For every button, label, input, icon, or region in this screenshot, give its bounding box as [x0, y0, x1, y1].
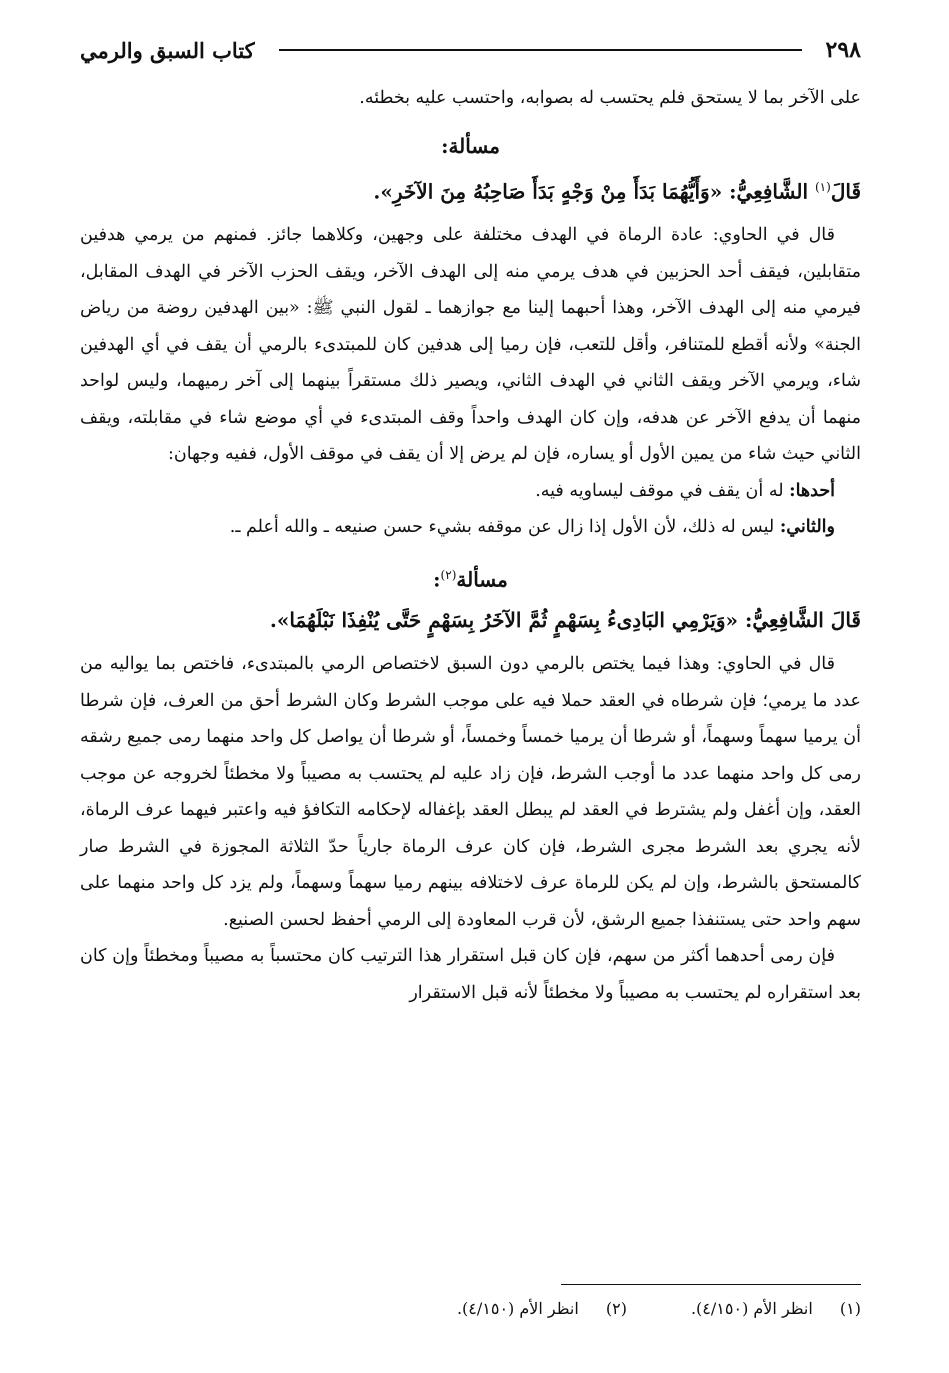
footnotes [80, 1295, 861, 1323]
footnote-2-number: (٢) [605, 1299, 627, 1318]
footnote-2-text: انظر الأم (٤/١٥٠). [456, 1299, 579, 1318]
section-1-paragraph: قال في الحاوي: عادة الرماة في الهدف مختلفة على وجهين، وكلاهما جائز. فمنهم من يرمي هدفين متقابلين، فيقف أحد الحزبين في هدف يرمي منه إلى الهدف الآخر، ويقف الحزب الآخر في الهدف المقابل، فيرمي منه إلى الهدف الآخر، وهذا أحبهما إلينا مع جوازهما ـ لقول النبي ﷺ: «بين الهدفين روضة من رياض الجنة» ولأنه أقطع للمتنافر، وأقل للتعب، فإن رميا إلى هدفين كان للمبتدىء بالرمي أن يقف في أي الهدفين شاء، ويرمي الآخر ويقف الثاني في الهدف الثاني، ويصير ذلك مستقراً بينهما إلى آخر رميهما، وليس لواحد منهما أن يدفع الآخر عن هدفه، وإن كان الهدف واحداً وقف المبتدىء في أي موضع شاء في مقابلته، ويقف الثاني حيث شاء من يمين الأول أو يساره، فإن لم يرض إلا أن يقف في موقف الأول، ففيه وجهان: [80, 225, 861, 465]
section-heading-2-text: مسألة [456, 567, 508, 592]
footnote-1-text: انظر الأم (٤/١٥٠). [690, 1299, 813, 1318]
option-second-lead: والثاني: [779, 517, 835, 538]
footnote-rule [561, 1284, 861, 1285]
page-header [80, 28, 861, 72]
footnote-2 [457, 1295, 627, 1323]
section-2-paragraph-1: قال في الحاوي: وهذا فيما يختص بالرمي دون السبق لاختصاص الرمي بالمبتدىء، فاختص بما يواليه من عدد ما يرمي؛ فإن شرطاه في العقد حملا فيه على موجب الشرط وكان الشرط أحق من العرف، فإن شرطا أن يرميا سهماً وسهماً، أو شرطا أن يرميا خمساً وخمساً، أو شرطا أن يواصل كل واحد منهما رمى جميع رشقه رمى كل واحد منهما عدد ما أوجب الشرط، فإن زاد عليه لم يحتسب به مصيباً ولا مخطئاً لخروجه عن موجب العقد، وإن أغفل ولم يشترط في العقد لم يبطل العقد بإغفاله لإحكامه التكافؤ فيه واعتبر فيهما عرف الرماة، لأنه يجري بعد الشرط مجرى الشرط، فإن كان عرف الرماة جارياً حدّ الثلاثة المجوزة في الشرط صار كالمستحق بالشرط، وإن لم يكن للرماة عرف لاختلافه بينهم رميا سهماً وسهماً، ولم يزد كل واحد منهما على سهم واحد حتى يستنفذا جميع الرشق، لأن قرب المعاودة إلى الرمي أحفظ لحسن الصنيع. [80, 654, 861, 930]
section-heading-2-suffix: : [433, 567, 441, 592]
shafii-quote-1 [80, 167, 861, 212]
footnote-area [80, 1284, 861, 1323]
quote-text-2: قَالَ الشَّافِعِيُّ: «وَيَرْمِي البَادِىءُ بِسَهْمٍ ثُمَّ الآخَرُ بِسَهْمٍ حَتَّى يُنْفِذَا نَبْلَهُمَا». [269, 608, 861, 633]
continuation-text: على الآخر بما لا يستحق فلم يحتسب له بصوابه، واحتسب عليه بخطئه. [359, 88, 861, 108]
page-number: ٢٩٨ [825, 37, 861, 63]
quote-text-1: الشَّافِعِيُّ: «وَأَيُّهُمَا بَدَأَ مِنْ وَجْهٍ بَدَأَ صَاحِبُهُ مِنَ الآخَرِ». [373, 179, 809, 204]
footnote-1-number: (١) [839, 1299, 861, 1318]
quote-prefix-1: قَالَ [830, 179, 861, 204]
option-first-text: له أن يقف في موقف ليساويه فيه. [535, 480, 784, 501]
shafii-quote-2 [80, 600, 861, 640]
section-heading-2 [80, 558, 861, 597]
option-first [80, 473, 861, 510]
footnote-1 [691, 1295, 861, 1323]
option-first-lead: أحدها: [789, 480, 835, 501]
option-second [80, 509, 861, 546]
section-heading-1 [80, 129, 861, 163]
section-2-paragraph-2: فإن رمى أحدهما أكثر من سهم، فإن كان قبل استقرار هذا الترتيب كان محتسباً به مصيباً ومخطئاً وإن كان بعد استقراره لم يحتسب به مصيباً ولا مخطئاً لأنه قبل الاستقرار [80, 946, 861, 1003]
option-second-text: ليس له ذلك، لأن الأول إذا زال عن موقفه بشيء حسن صنيعه ـ والله أعلم ـ. [229, 517, 775, 538]
book-title: كتاب السبق والرمي [80, 37, 255, 63]
footnote-marker-2[interactable]: (٢) [440, 567, 457, 582]
section-heading-1-text: مسألة: [441, 133, 500, 158]
book-page [80, 28, 861, 1353]
footnote-marker-1[interactable]: (١) [814, 179, 831, 194]
header-rule [279, 49, 802, 51]
